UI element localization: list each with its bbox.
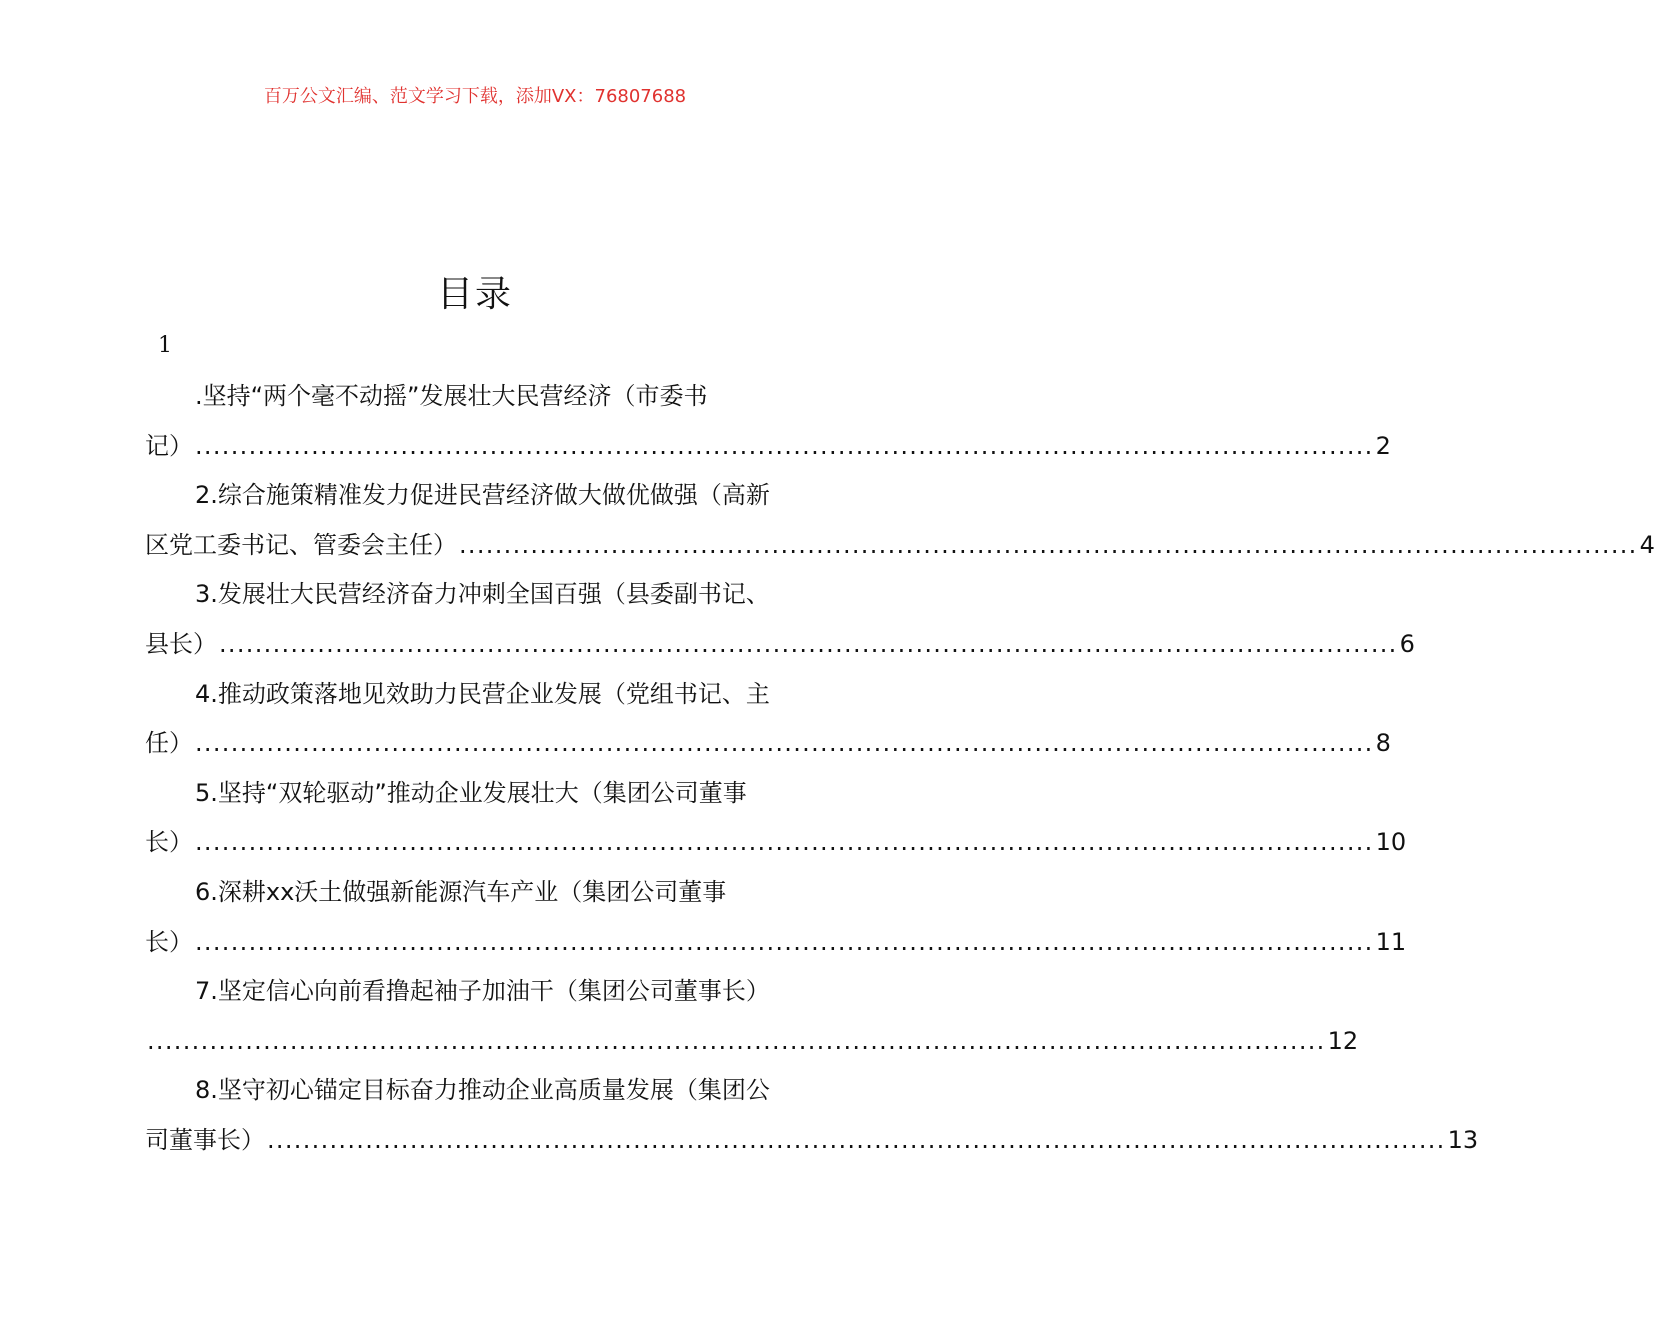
toc-page-number: 13 [1447,1125,1479,1154]
toc-entry-title: 5.坚持“双轮驱动”推动企业发展壮大（集团公司董事 [195,778,747,807]
toc-entry-title-cont: 区党工委书记、管委会主任） [145,530,457,559]
toc-entry-title-cont: 任） [145,729,193,758]
toc-entry-6[interactable] [145,868,1407,967]
toc-entry-title-cont: 长） [145,927,193,956]
toc-entry-title-cont: 记） [145,431,193,460]
toc-entry-4[interactable] [145,670,1391,769]
dot-leader: .................................................................................................................................... [147,1026,1326,1055]
toc-entry-leader-line [145,521,1655,571]
dot-leader: .................................................................................................................................... [195,927,1374,956]
toc-entry-leader-line [145,1116,1479,1166]
toc-entry-3[interactable] [145,570,1415,669]
toc-entry-leader-line [145,918,1407,968]
toc-entry-title: 3.发展壮大民营经济奋力冲刺全国百强（县委副书记、 [195,580,770,609]
toc-entry-leader-line [145,719,1391,769]
toc-page-number: 10 [1375,828,1407,857]
toc-page-number: 2 [1375,431,1391,460]
toc-entry-title: .坚持“两个毫不动摇”发展壮大民营经济（市委书 [195,382,708,410]
toc-entry-title-cont: 长） [145,828,193,857]
toc-entry-leader-line [145,620,1415,670]
toc-entry-leader-line [145,818,1407,868]
toc-entry-7[interactable] [145,967,1359,1066]
toc-entry-title: 6.深耕xx沃土做强新能源汽车产业（集团公司董事 [195,877,727,906]
toc-entry-8[interactable] [145,1066,1479,1165]
toc-entry-1[interactable] [145,372,1391,471]
header-note: 百万公文汇编、范文学习下载，添加VX：76807688 [263,86,687,107]
toc-stray-number: 1 [158,333,172,358]
toc-entry-title: 4.推动政策落地见效助力民营企业发展（党组书记、主 [195,679,770,708]
toc-page-number: 12 [1327,1026,1359,1055]
toc-page-number: 8 [1375,729,1391,758]
toc-entry-5[interactable] [145,769,1407,868]
toc-page-number: 6 [1399,629,1415,658]
dot-leader: .................................................................................................................................... [219,629,1398,658]
dot-leader: .................................................................................................................................... [459,530,1638,559]
dot-leader: .................................................................................................................................... [195,431,1374,460]
toc-entry-title-cont: 司董事长） [145,1125,265,1154]
toc-entry-leader-line [145,422,1391,472]
toc-page-number: 11 [1375,927,1407,956]
dot-leader: .................................................................................................................................... [195,729,1374,758]
toc-entry-title-cont: 县长） [145,629,217,658]
dot-leader: .................................................................................................................................... [195,828,1374,857]
toc-entry-title: 8.坚守初心锚定目标奋力推动企业高质量发展（集团公 [195,1076,770,1105]
toc-title: 目录 [436,274,513,315]
dot-leader: .................................................................................................................................... [267,1125,1446,1154]
toc-entry-title: 7.坚定信心向前看撸起袖子加油干（集团公司董事长） [195,977,770,1006]
toc-entry-title: 2.综合施策精准发力促进民营经济做大做优做强（高新 [195,481,770,510]
toc-page-number: 4 [1639,530,1655,559]
toc-entry-2[interactable] [145,471,1655,570]
toc-list [145,372,1655,1166]
toc-entry-leader-line [145,1017,1359,1067]
